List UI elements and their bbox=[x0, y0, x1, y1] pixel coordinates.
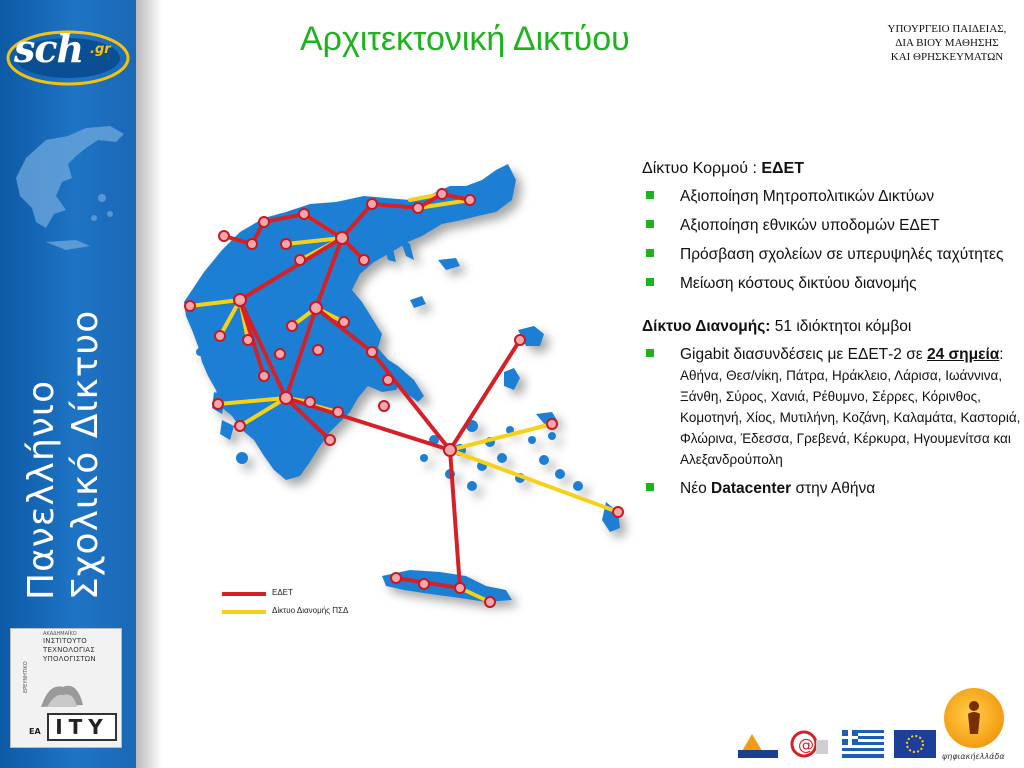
core-bullet-1-text: Αξιοποίηση Μητροπολιτικών Δικτύων bbox=[680, 188, 935, 205]
vertical-title-line2: Σχολικό Δίκτυο bbox=[65, 309, 106, 600]
greece-2006-logo-icon bbox=[734, 730, 780, 760]
distribution-heading-prefix: Δίκτυο Διανομής: bbox=[642, 318, 771, 335]
ministry-label bbox=[872, 22, 1022, 64]
legend-distribution-swatch bbox=[222, 610, 266, 614]
eu-flag-icon bbox=[894, 730, 936, 760]
bullet-square-icon bbox=[646, 483, 654, 491]
ministry-line-2: ΔΙΑ ΒΙΟΥ ΜΑΘΗΣΗΣ bbox=[895, 37, 999, 49]
logo-suffix: .gr bbox=[90, 42, 111, 57]
bullet-square-icon bbox=[646, 220, 654, 228]
core-bullet-4-text: Μείωση κόστους δικτύου διανομής bbox=[680, 275, 917, 292]
digital-greece-label: ψηφιακήελλάδα bbox=[942, 752, 1005, 761]
distribution-heading-suffix: 51 ιδιόκτητοι κόμβοι bbox=[770, 318, 912, 335]
iti-line-3: ΥΠΟΛΟΓΙΣΤΩΝ bbox=[43, 655, 96, 663]
cities-list: Αθήνα, Θεσ/νίκη, Πάτρα, Ηράκλειο, Λάρισα, Ιωάννινα, Ξάνθη, Σύρος, Χανιά, Ρέθυμνο, Σέρρες, Κόρινθος, Κομοτηνή, Χίος, Μυτιλήνη, Κοζάνη, Καλαμάτα, Καστοριά, Φλώρινα, Έδεσσα, Γρεβενά, Κέρκυρα, Ηγουμενίτσα και Αλεξανδρούπολη bbox=[680, 368, 1021, 467]
core-heading-name: ΕΔΕΤ bbox=[761, 160, 804, 177]
bullet-square-icon bbox=[646, 191, 654, 199]
page-title: Αρχιτεκτονική Δικτύου bbox=[300, 20, 630, 58]
legend-distribution-label: Δίκτυο Διανομής ΠΣΔ bbox=[272, 606, 349, 615]
iti-emblem-icon bbox=[37, 677, 87, 713]
datacenter-bullet bbox=[642, 478, 1022, 499]
core-network-heading bbox=[642, 160, 1022, 178]
greek-flag-icon bbox=[842, 730, 884, 760]
text-panel bbox=[642, 160, 1022, 507]
gigabit-bullet bbox=[642, 344, 1022, 470]
core-bullet-1 bbox=[642, 186, 1022, 207]
datacenter-prefix: Νέο bbox=[680, 480, 712, 497]
iti-line-2: ΤΕΧΝΟΛΟΓΙΑΣ bbox=[43, 646, 95, 654]
digital-greece-figure-icon bbox=[944, 688, 1004, 748]
points-label: 24 σημεία bbox=[927, 346, 1000, 363]
gigabit-prefix: Gigabit διασυνδέσεις με ΕΔΕΤ-2 σε bbox=[680, 346, 927, 363]
core-heading-prefix: Δίκτυο Κορμού : bbox=[642, 160, 762, 177]
iti-ea-label: ΕΑ bbox=[29, 727, 41, 736]
legend-core-swatch bbox=[222, 592, 266, 596]
sidebar bbox=[0, 0, 136, 768]
logo-text: sch bbox=[14, 26, 84, 71]
core-bullet-2 bbox=[642, 215, 1022, 236]
legend-core-label: ΕΔΕΤ bbox=[272, 588, 293, 597]
ministry-line-1: ΥΠΟΥΡΓΕΙΟ ΠΑΙΔΕΙΑΣ, bbox=[887, 23, 1007, 35]
iti-small-label: ΑΚΑΔΗΜΑΪΚΟ bbox=[43, 631, 77, 637]
greece-network-map bbox=[160, 140, 640, 620]
distribution-heading bbox=[642, 318, 1022, 336]
digital-greece-logo[interactable] bbox=[944, 688, 1004, 748]
sch-logo[interactable] bbox=[4, 12, 132, 96]
points-colon: : bbox=[999, 346, 1004, 363]
datacenter-suffix: στην Αθήνα bbox=[791, 480, 876, 497]
core-bullet-2-text: Αξιοποίηση εθνικών υποδομών ΕΔΕΤ bbox=[680, 217, 940, 234]
iti-line-1: ΙΝΣΤΙΤΟΥΤΟ bbox=[43, 637, 87, 645]
bullet-square-icon bbox=[646, 349, 654, 357]
sidebar-shadow bbox=[136, 0, 162, 768]
iti-logo-text: ΙΤΥ bbox=[47, 713, 117, 741]
sidebar-vertical-title bbox=[20, 140, 120, 600]
svg-text:@: @ bbox=[798, 735, 814, 754]
greece-landmass bbox=[184, 164, 620, 602]
bullet-square-icon bbox=[646, 249, 654, 257]
core-bullet-3 bbox=[642, 244, 1022, 265]
core-bullet-4 bbox=[642, 273, 1022, 294]
iti-logo-box[interactable] bbox=[10, 628, 122, 748]
iti-title bbox=[43, 637, 117, 664]
datacenter-name: Datacenter bbox=[711, 480, 792, 497]
vertical-title-line1: Πανελλήνιο bbox=[21, 379, 62, 600]
ministry-line-3: ΚΑΙ ΘΡΗΣΚΕΥΜΑΤΩΝ bbox=[890, 51, 1004, 63]
core-bullet-3-text: Πρόσβαση σχολείων σε υπερυψηλές ταχύτητες bbox=[680, 246, 1004, 263]
at-sign-logo-icon bbox=[790, 730, 830, 760]
iti-vertical-label: ΕΡΕΥΝΗΤΙΚΟ bbox=[23, 661, 29, 693]
bullet-square-icon bbox=[646, 278, 654, 286]
